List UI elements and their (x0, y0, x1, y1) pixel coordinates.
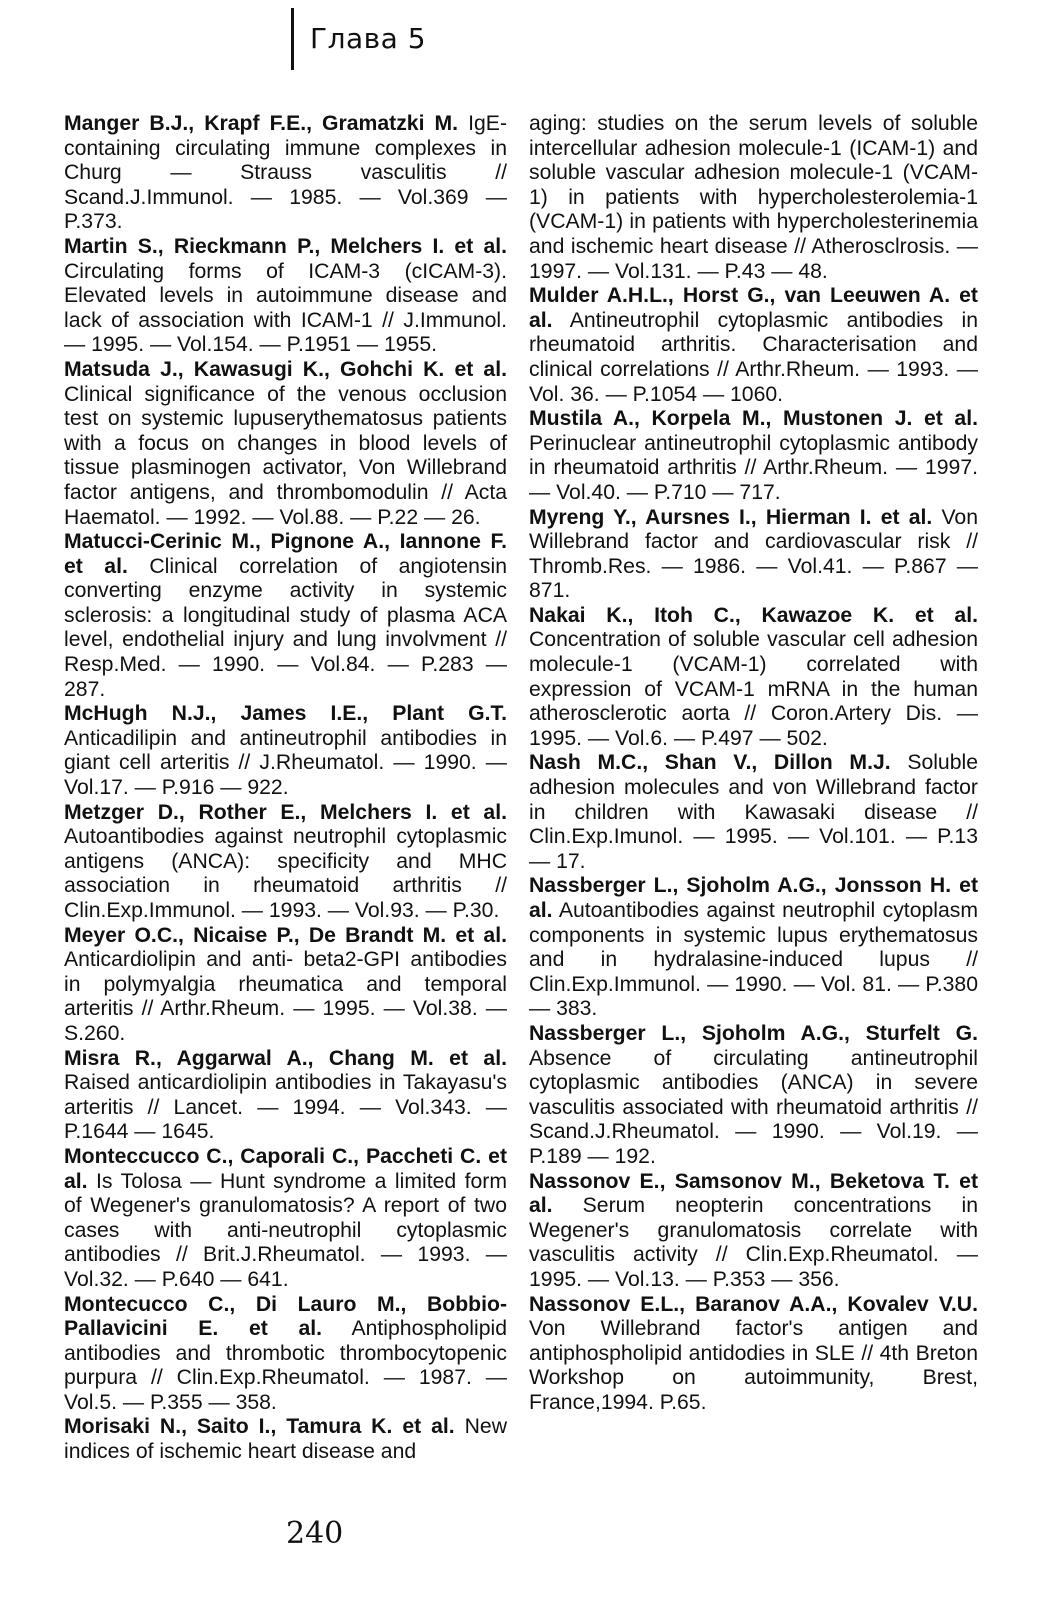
header-rule (291, 8, 294, 70)
reference-entry (64, 530, 507, 702)
reference-entry (64, 801, 507, 924)
reference-authors: Mulder A.H.L., Horst G., van Leeuwen A. et al. (529, 284, 978, 332)
reference-authors: Misra R., Aggarwal A., Chang M. et al. (64, 1046, 507, 1070)
reference-authors: Matsuda J., Kawasugi K., Gohchi K. et al. (64, 357, 507, 381)
reference-entry (529, 874, 978, 1022)
reference-entry (529, 407, 978, 505)
reference-entry (64, 235, 507, 358)
reference-entry (64, 1047, 507, 1145)
reference-authors: Matucci-Cerinic M., Pignone A., Iannone F. et al. (64, 530, 507, 578)
reference-authors: Metzger D., Rother E., Melchers I. et al. (64, 800, 507, 824)
page-number: 240 (286, 1516, 344, 1551)
reference-text: Absence of circulating antineutrophil cytoplasmic antibodies (ANCA) in severe vasculitis associated with rheumatoid arthritis // Scand.J.Rheumatol. — 1990. — Vol.19. — P.189 — 192. (529, 1046, 978, 1168)
reference-text: Is Tolosa — Hunt syndrome a limited form of Wegener's granulomatosis? A report of two cases with anti-neutrophil cytoplasmic antibodies // Brit.J.Rheumatol. — 1993. — Vol.32. — P.640 — 641. (64, 1169, 507, 1291)
reference-text: IgE-containing circulating immune complexes in Churg — Strauss vasculitis // Scand.J.Immunol. — 1985. — Vol.369 — P.373. (64, 112, 507, 234)
reference-authors: Morisaki N., Saito I., Tamura K. et al. (64, 1415, 455, 1439)
reference-authors: Myreng Y., Aursnes I., Hierman I. et al. (529, 505, 933, 529)
reference-authors: McHugh N.J., James I.E., Plant G.T. (64, 702, 507, 726)
reference-text: Von Willebrand factor and cardiovascular risk // Thromb.Res. — 1986. — Vol.41. — P.867 — 871. (529, 505, 978, 603)
reference-text: New indices of ischemic heart disease and (64, 1415, 507, 1464)
reference-authors: Nassberger L., Sjoholm A.G., Jonsson H. et al. (529, 874, 978, 922)
chapter-header: Глава 5 (310, 22, 427, 55)
reference-authors: Nassonov E.L., Baranov A.A., Kovalev V.U. (529, 1292, 978, 1316)
reference-text: Von Willebrand factor's antigen and antiphospholipid antidodies in SLE // 4th Breton Workshop on autoimmunity, Brest, France,1994. P.65. (529, 1317, 978, 1414)
reference-authors: Monteccucco C., Caporali C., Paccheti C. et al. (64, 1144, 507, 1193)
reference-text: Serum neopterin concentrations in Wegener's granulomatosis correlate with vasculitis activity // Clin.Exp.Rheumatol. — 1995. — Vol.13. — P.353 — 356. (529, 1194, 978, 1291)
reference-authors: Martin S., Rieckmann P., Melchers I. et al. (64, 234, 507, 258)
reference-authors: Nash M.C., Shan V., Dillon M.J. (529, 751, 891, 775)
reference-entry (64, 112, 507, 235)
reference-entry (529, 1170, 978, 1293)
reference-entry (64, 924, 507, 1047)
reference-text: Perinuclear antineutrophil cytoplasmic antibody in rheumatoid arthritis // Arthr.Rheum. — 1997. — Vol.40. — P.710 — 717. (529, 431, 978, 504)
reference-entry (529, 751, 978, 874)
reference-authors: Nassberger L., Sjoholm A.G., Sturfelt G. (529, 1021, 978, 1045)
reference-entry (529, 506, 978, 604)
reference-text: Antineutrophil cytoplasmic antibodies in rheumatoid arthritis. Characterisation and clinical correlations // Arthr.Rheum. — 1993. — Vol. 36. — P.1054 — 1060. (529, 308, 978, 406)
reference-entry (64, 702, 507, 800)
reference-authors: Mustila A., Korpela M., Mustonen J. et al. (529, 407, 978, 431)
reference-entry (529, 1293, 978, 1416)
reference-text: Soluble adhesion molecules and von Willebrand factor in children with Kawasaki disease // Clin.Exp.Imunol. — 1995. — Vol.101. — P.13 — 17. (529, 751, 978, 873)
reference-entry (64, 358, 507, 530)
left-column (64, 112, 507, 1465)
reference-text: Autoantibodies against neutrophil cytoplasmic antigens (ANCA): specificity and MHC association in rheumatoid arthritis // Clin.Exp.Immunol. — 1993. — Vol.93. — P.30. (64, 825, 507, 922)
reference-entry (529, 112, 978, 284)
reference-text: Concentration of soluble vascular cell adhesion molecule-1 (VCAM-1) correlated with expression of VCAM-1 mRNA in the human atherosclerotic aorta // Coron.Artery Dis. — 1995. — Vol.6. — P.497 — 502. (529, 628, 978, 750)
reference-authors: Meyer O.C., Nicaise P., De Brandt M. et al. (64, 923, 507, 947)
reference-text: Anticadilipin and antineutrophil antibodies in giant cell arteritis // J.Rheumatol. — 1990. — Vol.17. — P.916 — 922. (64, 726, 507, 800)
reference-text: aging: studies on the serum levels of soluble intercellular adhesion molecule-1 (ICAM-1) and soluble vascular adhesion molecule-1 (VCAM-1) in patients with hypercholesterolemia-1 (VCAM-1) in patients with hypercholesterinemia and ischemic heart disease // Atherosclrosis. — 1997. — Vol.131. — P.43 — 48. (529, 112, 978, 283)
reference-text: Clinical correlation of angiotensin converting enzyme activity in systemic sclerosis: a longitudinal study of plasma ACA level, endothelial injury and lung involvment // Resp.Med. — 1990. — Vol.84. — P.283 — 287. (64, 554, 507, 701)
reference-entry (529, 284, 978, 407)
reference-authors: Nakai K., Itoh C., Kawazoe K. et al. (529, 603, 978, 627)
reference-entry (64, 1415, 507, 1464)
reference-authors: Nassonov E., Samsonov M., Beketova T. et al. (529, 1169, 978, 1218)
reference-text: Raised anticardiolipin antibodies in Takayasu's arteritis // Lancet. — 1994. — Vol.343. — P.1644 — 1645. (64, 1071, 507, 1144)
right-column (529, 112, 978, 1415)
reference-authors: Manger B.J., Krapf F.E., Gramatzki M. (64, 112, 459, 135)
reference-text: Autoantibodies against neutrophil cytoplasm components in systemic lupus erythematosus and in hydralasine-induced lupus // Clin.Exp.Immunol. — 1990. — Vol. 81. — P.380 — 383. (529, 899, 978, 1021)
reference-text: Circulating forms of ICAM-3 (cICAM-3). Elevated levels in autoimmune disease and lack of association with ICAM-1 // J.Immunol. — 1995. — Vol.154. — P.1951 — 1955. (64, 259, 507, 357)
reference-entry (529, 604, 978, 752)
reference-authors: Montecucco C., Di Lauro M., Bobbio-Pallavicini E. et al. (64, 1292, 507, 1341)
reference-text: Antiphospholipid antibodies and thrombotic thrombocytopenic purpura // Clin.Exp.Rheumatol. — 1987. — Vol.5. — P.355 — 358. (64, 1317, 507, 1414)
reference-entry (64, 1293, 507, 1416)
reference-entry (64, 1145, 507, 1293)
reference-text: Clinical significance of the venous occlusion test on systemic lupuserythematosus patients with a focus on changes in blood levels of tissue plasminogen activator, Von Willebrand factor antigens, and thrombomodulin // Acta Haematol. — 1992. — Vol.88. — P.22 — 26. (64, 382, 507, 529)
reference-entry (529, 1022, 978, 1170)
reference-text: Anticardiolipin and anti- beta2-GPI antibodies in polymyalgia rheumatica and temporal arteritis // Arthr.Rheum. — 1995. — Vol.38. — S.260. (64, 948, 507, 1045)
